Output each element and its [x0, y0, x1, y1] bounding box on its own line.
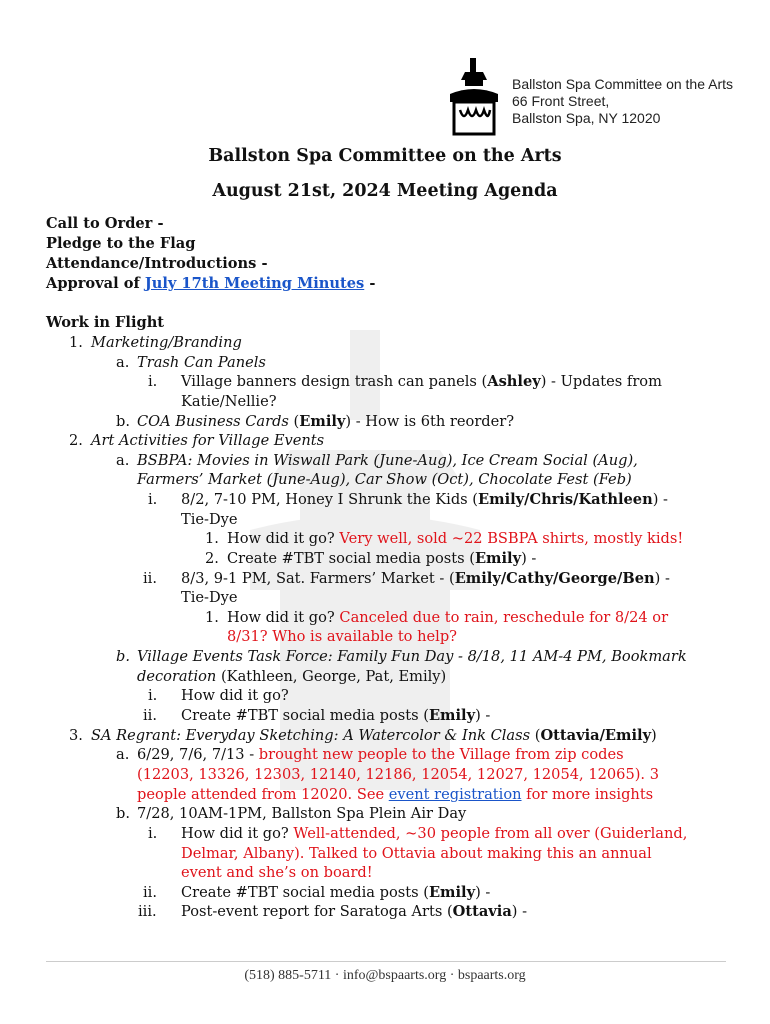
- s3-names: Ottavia/Emily: [540, 727, 652, 744]
- s1b-name: Emily: [299, 413, 346, 430]
- s3biii-pre: Post-event report for Saratoga Arts (: [181, 903, 453, 920]
- s2a-title-l2: Farmers’ Market (June-Aug), Car Show (Oct), Chocolate Fest (Feb): [137, 471, 632, 488]
- s1a-title: Trash Can Panels: [137, 354, 266, 371]
- s2bii-text: [181, 706, 490, 726]
- s2ai2-text: [227, 549, 536, 569]
- s2ai-post: ) -: [652, 491, 668, 508]
- s3-paren-close: ): [651, 727, 657, 744]
- s3-paren-open: (: [530, 727, 541, 744]
- s2ai2-num: 2.: [205, 550, 219, 567]
- s2aii-text: [181, 569, 670, 589]
- s2bii-num: ii.: [143, 707, 157, 724]
- s3a-pre: 6/29, 7/6, 7/13 -: [137, 746, 259, 763]
- s3bii-num: ii.: [143, 884, 157, 901]
- s2b-people: (Kathleen, George, Pat, Emily): [216, 668, 447, 685]
- minutes-link[interactable]: July 17th Meeting Minutes: [144, 275, 365, 292]
- s1-num: 1.: [69, 334, 83, 351]
- s3a-red3-post: for more insights: [521, 786, 654, 803]
- s2aii1-a: Canceled due to rain, reschedule for 8/24 or: [339, 609, 669, 626]
- attendance: Attendance/Introductions -: [46, 255, 268, 272]
- s2aii-cont: Tie-Dye: [181, 589, 238, 606]
- s1ai-name: Ashley: [487, 373, 541, 390]
- s3b-title: 7/28, 10AM-1PM, Ballston Spa Plein Air Day: [137, 805, 467, 822]
- s2ai1-num: 1.: [205, 530, 219, 547]
- s2bii-pre: Create #TBT social media posts (: [181, 707, 429, 724]
- s1b-title: COA Business Cards: [137, 413, 289, 430]
- s2a-num: a.: [116, 452, 130, 469]
- org-name: Ballston Spa Committee on the Arts: [512, 76, 733, 92]
- s2b-title: Village Events Task Force: Family Fun Day - 8/18, 11 AM-4 PM, Bookmark: [137, 648, 687, 665]
- approval-prefix: Approval of: [46, 275, 145, 292]
- approval-suffix: -: [364, 275, 376, 292]
- s3a-red1: brought new people to the Village from zip codes: [258, 746, 624, 763]
- org-city: Ballston Spa, NY 12020: [512, 110, 661, 126]
- s1-title: Marketing/Branding: [91, 334, 242, 351]
- s2ai1-text: [227, 529, 683, 549]
- s2b-num: b.: [116, 648, 130, 665]
- s3bii-text: [181, 883, 490, 903]
- s1b-num: b.: [116, 413, 130, 430]
- s2ai2-post: ) -: [521, 550, 537, 567]
- s2-num: 2.: [69, 432, 83, 449]
- footer-contact: (518) 885-5711 · info@bspaarts.org · bspaarts.org: [244, 968, 526, 983]
- s3-title: SA Regrant: Everyday Sketching: A Watercolor & Ink Class: [91, 727, 531, 744]
- s3bi-q: How did it go?: [181, 825, 294, 842]
- s2ai-num: i.: [148, 491, 158, 508]
- document-title: Ballston Spa Committee on the Arts: [208, 146, 562, 166]
- s3a-line3: [137, 785, 653, 805]
- s3biii-num: iii.: [138, 903, 157, 920]
- s2ai-names: Emily/Chris/Kathleen: [478, 491, 653, 508]
- s1b-text: [137, 412, 514, 432]
- s3bii-name: Emily: [428, 884, 476, 901]
- footer-divider: [46, 961, 726, 962]
- s2ai2-name: Emily: [474, 550, 522, 567]
- s2b-line2: [137, 667, 446, 687]
- s1b-paren: (: [288, 413, 300, 430]
- s2aii-pre: 8/3, 9-1 PM, Sat. Farmers’ Market - (: [181, 570, 455, 587]
- s3bii-pre: Create #TBT social media posts (: [181, 884, 429, 901]
- s1ai-post: ) - Updates from: [540, 373, 662, 390]
- s2ai-cont: Tie-Dye: [181, 511, 238, 528]
- agenda-title: August 21st, 2024 Meeting Agenda: [212, 181, 558, 201]
- s2ai-pre: 8/2, 7-10 PM, Honey I Shrunk the Kids (: [181, 491, 478, 508]
- s2bi-num: i.: [148, 687, 158, 704]
- pledge: Pledge to the Flag: [46, 235, 196, 252]
- s2ai-text: [181, 490, 668, 510]
- org-address: [512, 76, 733, 127]
- s2aii-num: ii.: [143, 570, 157, 587]
- s2aii1-text: [227, 608, 668, 628]
- work-heading: Work in Flight: [46, 314, 165, 331]
- s2bii-name: Emily: [428, 707, 476, 724]
- s2ai2-pre: Create #TBT social media posts (: [227, 550, 475, 567]
- s3bii-post: ) -: [475, 884, 491, 901]
- s3a-num: a.: [116, 746, 130, 763]
- s2bii-post: ) -: [475, 707, 491, 724]
- s3b-num: b.: [116, 805, 130, 822]
- s2ai1-a: Very well, sold ~22 BSBPA shirts, mostly kids!: [339, 530, 684, 547]
- s2b-title2: decoration: [137, 668, 217, 685]
- s3bi-a3: event and she’s on board!: [181, 864, 373, 881]
- s3biii-name: Ottavia: [452, 903, 512, 920]
- s3biii-post: ) -: [511, 903, 528, 920]
- s2aii1-q: How did it go?: [227, 609, 340, 626]
- s3a-line1: [137, 745, 624, 765]
- event-registration-link[interactable]: event registration: [388, 786, 522, 803]
- s1a-num: a.: [116, 354, 130, 371]
- logo-icon: [446, 58, 502, 138]
- s3a-red2: (12203, 13326, 12303, 12140, 12186, 12054, 12027, 12054, 12065). 3: [137, 766, 659, 783]
- s2bi-text: How did it go?: [181, 687, 289, 704]
- s3-title-line: [91, 726, 657, 746]
- s2aii-names: Emily/Cathy/George/Ben: [454, 570, 655, 587]
- s1ai-num: i.: [148, 373, 158, 390]
- s3bi-num: i.: [148, 825, 158, 842]
- s3biii-text: [181, 902, 527, 922]
- s3bi-a1: Well-attended, ~30 people from all over (Guiderland,: [293, 825, 688, 842]
- s1ai-pre: Village banners design trash can panels (: [181, 373, 488, 390]
- s2aii-post: ) -: [654, 570, 670, 587]
- s3a-red3-pre: people attended from 12020. See: [137, 786, 389, 803]
- s2aii1-num: 1.: [205, 609, 219, 626]
- s1b-post: ) - How is 6th reorder?: [345, 413, 515, 430]
- s3-num: 3.: [69, 727, 83, 744]
- call-to-order: Call to Order -: [46, 215, 164, 232]
- s3bi-a2: Delmar, Albany). Talked to Ottavia about making this an annual: [181, 845, 652, 862]
- s2ai1-q: How did it go?: [227, 530, 340, 547]
- s3bi-line1: [181, 824, 687, 844]
- s2-title: Art Activities for Village Events: [91, 432, 325, 449]
- approval-line: [46, 274, 375, 294]
- s2aii1-a2: 8/31? Who is available to help?: [227, 628, 457, 645]
- s1ai-text: [181, 372, 662, 392]
- s2a-title-l1: BSBPA: Movies in Wiswall Park (June-Aug), Ice Cream Social (Aug),: [137, 452, 638, 469]
- org-street: 66 Front Street,: [512, 93, 610, 109]
- s1ai-cont: Katie/Nellie?: [181, 393, 277, 410]
